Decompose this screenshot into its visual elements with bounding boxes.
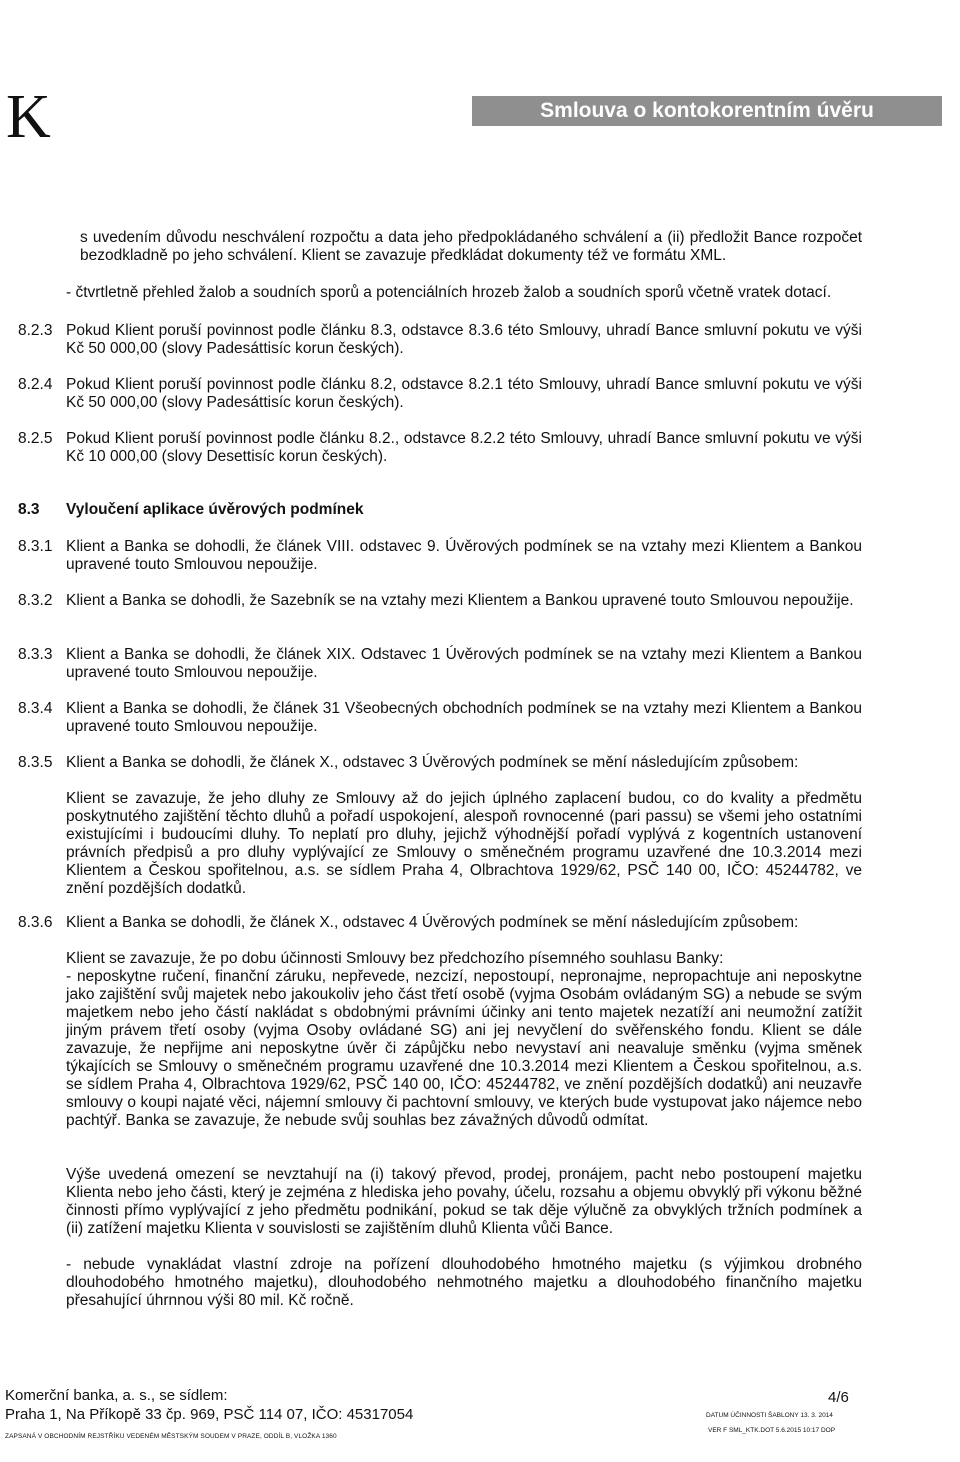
section-body-8-3-5: Klient se zavazuje, že jeho dluhy ze Smlouvy až do jejich úplného zaplacení budou, co do kvality a předmětu poskytnutého zajištění těchto dluhů a pořadí uspokojení, alespoň rovnocenné (pari passu) se všemi jeho ostatními existujícími i budoucími dluhy. To neplatí pro dluhy, jejichž výhodnější pořadí vyplývá z kogentních ustanovení právních předpisů a pro dluhy vyplývající ze Smlouvy o směnečném programu uzavřené dne 10.3.2014 mezi Klientem a Českou spořitelnou, a.s. se sídlem Praha 4, Olbrachtova 1929/62, PSČ 140 00, IČO: 45244782, ve znění pozdějších dodatků. (66, 790, 862, 897)
section-text-8-2-3: Pokud Klient poruší povinnost podle článku 8.3, odstavce 8.3.6 této Smlouvy, uhradí Bance smluvní pokutu ve výši Kč 50 000,00 (slovy Padesáttisíc korun českých). (66, 322, 862, 357)
quarterly-report-item: - čtvrtletně přehled žalob a soudních sporů a potenciálních hrozeb žalob a soudních sporů včetně vratek dotací. (66, 284, 832, 301)
section-number-8-2-5: 8.2.5 (18, 430, 53, 447)
restriction-exceptions-paragraph: Výše uvedená omezení se nevztahují na (i) takový převod, prodej, pronájem, pacht nebo postoupení majetku Klienta nebo jeho části, který je zejména z hlediska jeho povahy, účelu, rozsahu a objemu obvyklý při výkonu běžné činnosti přímo vyplývající z jeho předmětu podnikání, pokud se tak děje výlučně za obvyklých tržních podmínek a (ii) zatížení majetku Klienta v souvislosti se zajištěním dluhů Klienta vůči Bance. (66, 1166, 862, 1237)
section-intro-8-3-6: Klient se zavazuje, že po dobu účinnosti Smlouvy bez předchozího písemného souhlasu Banky: (66, 950, 724, 967)
section-number-8-3-3: 8.3.3 (18, 646, 53, 663)
section-number-8-3-2: 8.3.2 (18, 592, 53, 609)
restriction-list-item-2: - nebude vynakládat vlastní zdroje na pořízení dlouhodobého hmotného majetku (s výjimkou drobného dlouhodobého hmotného majetku), dlouhodobého nehmotného majetku a dlouhodobého finančního majetku přesahující úhrnnou výši 80 mil. Kč ročně. (66, 1256, 862, 1309)
section-text-8-3-1: Klient a Banka se dohodli, že článek VIII. odstavec 9. Úvěrových podmínek se na vztahy mezi Klientem a Bankou upravené touto Smlouvou nepoužije. (66, 538, 862, 573)
restriction-list-item-1: - neposkytne ručení, finanční záruku, nepřevede, nezcizí, nepostoupí, nepronajme, nepropachtuje ani neposkytne jako zajištění svůj majetek nebo jakoukoliv jeho část třetí osobě (vyjma Osobám ovládaným SG) a nebude se svým majetkem nebo jeho částí nakládat s obdobnými právními účinky ani tento majetek nezatíží ani neumožní zatížit jiným právem třetí osoby (vyjma Osoby ovládané SG) ani jej nevyčlení do svěřenského fondu. Klient se dále zavazuje, že nepřijme ani neposkytne úvěr či zápůjčku nebo nevystaví ani neavaluje směnku (vyjma směnek týkajících se Smlouvy o směnečném programu uzavřené dne 10.3.2014 mezi Klientem a Českou spořitelnou, a.s. se sídlem Praha 4, Olbrachtova 1929/62, PSČ 140 00, IČO: 45244782, ve znění pozdějších dodatků) ani neuzavře smlouvy o koupi najaté věci, nájemní smlouvy či pachtovní smlouvy, ve kterých bude vystupovat jako nájemce nebo pachtýř. Banka se zavazuje, že nebude svůj souhlas bez závažných důvodů odmítat. (66, 968, 862, 1129)
section-number-8-3-4: 8.3.4 (18, 700, 53, 717)
section-number-8-2-3: 8.2.3 (18, 322, 53, 339)
section-heading-8-3: Vyloučení aplikace úvěrových podmínek (66, 501, 364, 518)
section-text-8-2-5: Pokud Klient poruší povinnost podle článku 8.2., odstavce 8.2.2 této Smlouvy, uhradí Bance smluvní pokutu ve výši Kč 10 000,00 (slovy Desettisíc korun českých). (66, 430, 862, 465)
page-number: 4/6 (828, 1389, 849, 1406)
section-number-8-3-1: 8.3.1 (18, 538, 53, 555)
template-version: VER F SML_KTK.DOT 5.6.2015 10:17 DOP (708, 1427, 836, 1434)
section-text-8-3-5: Klient a Banka se dohodli, že článek X., odstavec 3 Úvěrových podmínek se mění následujícím způsobem: (66, 754, 799, 771)
section-number-8-2-4: 8.2.4 (18, 376, 53, 393)
section-number-8-3-6: 8.3.6 (18, 914, 53, 931)
footer-company-name: Komerční banka, a. s., se sídlem: (5, 1387, 228, 1404)
section-text-8-3-3: Klient a Banka se dohodli, že článek XIX. Odstavec 1 Úvěrových podmínek se na vztahy mezi Klientem a Bankou upravené touto Smlouvou nepoužije. (66, 646, 862, 681)
section-text-8-2-4: Pokud Klient poruší povinnost podle článku 8.2, odstavce 8.2.1 této Smlouvy, uhradí Bance smluvní pokutu ve výši Kč 50 000,00 (slovy Padesáttisíc korun českých). (66, 376, 862, 411)
section-number-8-3: 8.3 (18, 501, 40, 518)
document-title-banner: Smlouva o kontokorentním úvěru (472, 96, 942, 126)
section-number-8-3-5: 8.3.5 (18, 754, 53, 771)
section-text-8-3-6: Klient a Banka se dohodli, že článek X., odstavec 4 Úvěrových podmínek se mění následujícím způsobem: (66, 914, 799, 931)
section-text-8-3-4: Klient a Banka se dohodli, že článek 31 Všeobecných obchodních podmínek se na vztahy mezi Klientem a Bankou upravené touto Smlouvou nepoužije. (66, 700, 862, 735)
intro-paragraph: s uvedením důvodu neschválení rozpočtu a data jeho předpokládaného schválení a (ii) předložit Bance rozpočet bezodkladně po jeho schválení. Klient se zavazuje předkládat dokumenty též ve formátu XML. (80, 229, 862, 264)
template-effective-date: DATUM ÚČINNOSTI ŠABLONY 13. 3. 2014 (706, 1412, 833, 1419)
footer-company-address: Praha 1, Na Příkopě 33 čp. 969, PSČ 114 07, IČO: 45317054 (5, 1406, 414, 1423)
footer-register-note: ZAPSANÁ V OBCHODNÍM REJSTŘÍKU VEDENÉM MĚSTSKÝM SOUDEM V PRAZE, ODDÍL B, VLOŽKA 1360 (5, 1433, 337, 1440)
section-text-8-3-2: Klient a Banka se dohodli, že Sazebník se na vztahy mezi Klientem a Bankou upravené touto Smlouvou nepoužije. (66, 592, 854, 609)
kb-logo: K (6, 83, 49, 151)
